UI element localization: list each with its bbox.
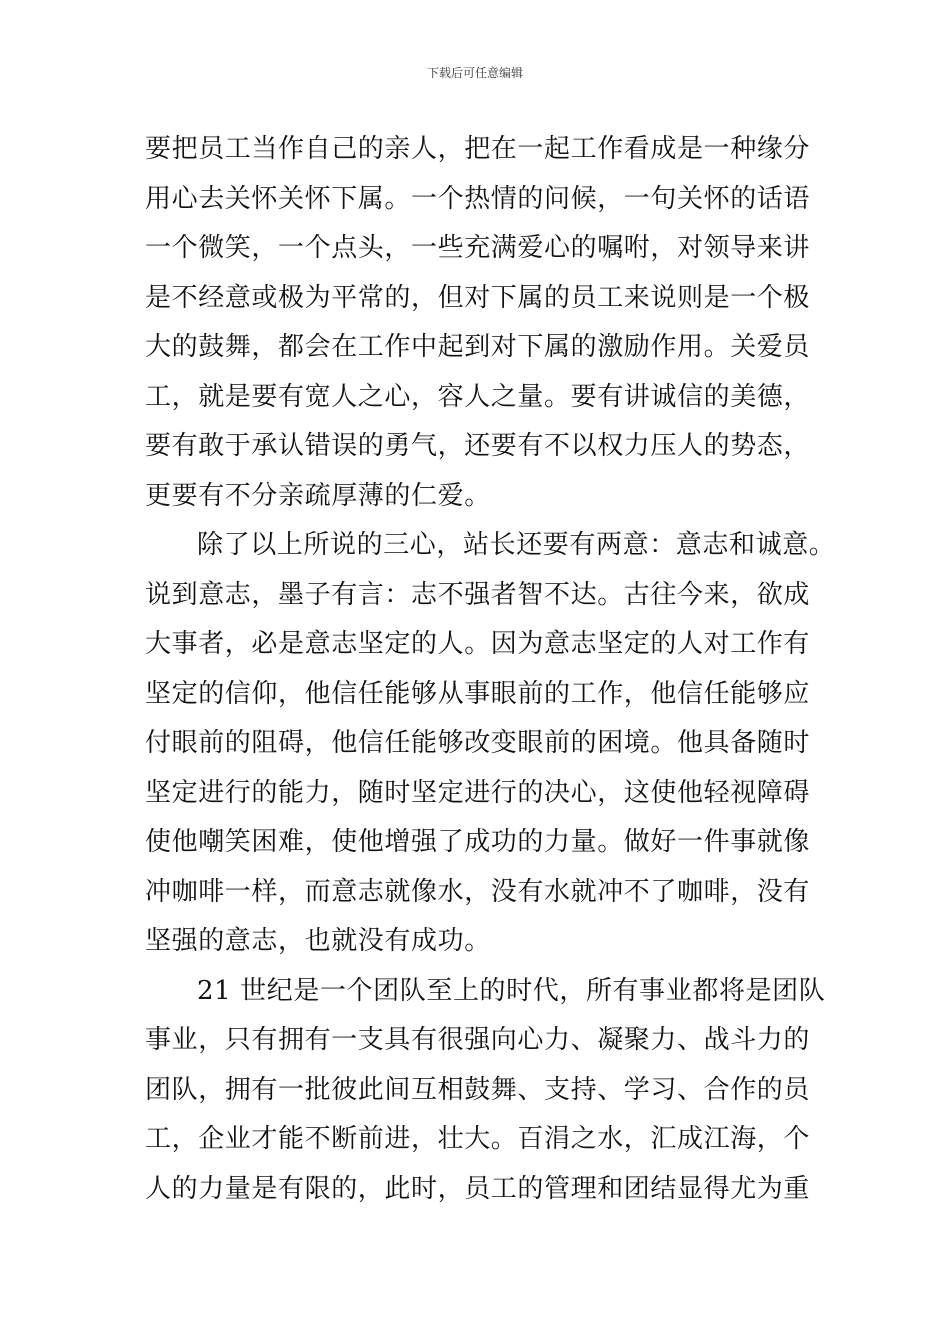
text-line: 事业，只有拥有一支具有很强向心力、凝聚力、战斗力的 [145,1025,811,1055]
text-line: 用心去关怀关怀下属。一个热情的问候，一句关怀的话语 [145,183,811,214]
document-body [145,125,845,1214]
text-line: 大事者，必是意志坚定的人。因为意志坚定的人对工作有 [145,629,811,659]
text-line: 是不经意或极为平常的，但对下属的员工来说则是一个极 [145,282,811,313]
paragraph-start-line: 21 世纪是一个团队至上的时代，所有事业都将是团队 [197,975,826,1006]
text-line: 冲咖啡一样，而意志就像水，没有水就冲不了咖啡，没有 [145,876,811,907]
text-line: 坚定进行的能力，随时坚定进行的决心，这使他轻视障碍 [145,777,811,808]
text-line: 工，企业才能不断前进，壮大。百涓之水，汇成江海，个 [145,1124,811,1154]
text-line: 坚强的意志，也就没有成功。 [145,926,491,956]
text-line: 大的鼓舞，都会在工作中起到对下属的激励作用。关爱员 [145,332,811,362]
text-line: 一个微笑，一个点头，一些充满爱心的嘱咐，对领导来讲 [145,233,811,263]
text-line: 工，就是要有宽人之心，容人之量。要有讲诚信的美德， [145,381,811,412]
text-line: 使他嘲笑困难，使他增强了成功的力量。做好一件事就像 [145,827,811,857]
page-header: 下载后可任意编辑 [426,66,523,80]
text-line: 坚定的信仰，他信任能够从事眼前的工作，他信任能够应 [145,678,811,709]
paragraph-start-line: 除了以上所说的三心，站长还要有两意：意志和诚意。 [197,530,836,560]
text-line: 要有敢于承认错误的勇气，还要有不以权力压人的势态， [145,431,811,461]
text-line: 更要有不分亲疏厚薄的仁爱。 [145,480,491,511]
text-line: 团队，拥有一批彼此间互相鼓舞、支持、学习、合作的员 [145,1074,811,1105]
text-line: 人的力量是有限的，此时，员工的管理和团结显得尤为重 [145,1173,811,1204]
text-line: 说到意志，墨子有言：志不强者智不达。古往今来，欲成 [145,579,811,610]
text-line: 付眼前的阻碍，他信任能够改变眼前的困境。他具备随时 [145,728,811,758]
text-line: 要把员工当作自己的亲人，把在一起工作看成是一种缘分 [145,134,811,164]
